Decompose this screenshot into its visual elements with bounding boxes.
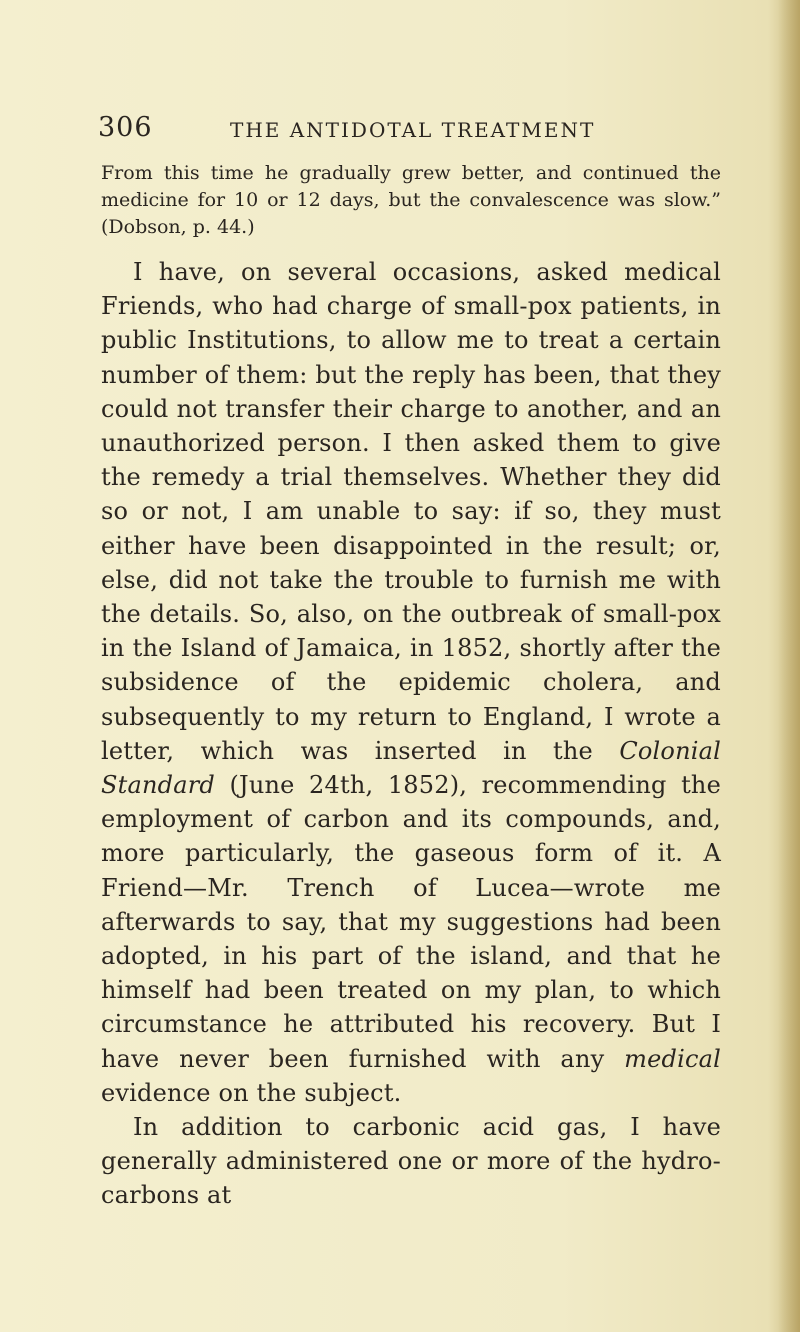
- page-edge-shadow: [778, 0, 800, 1332]
- paragraph-1-text-a: I have, on several occasions, asked medical Friends, who had charge of small-pox patients, in public Institutions, to allow me to treat a certain number of them: but the reply has been, that they could not transfer their charge to another, and an unauthorized person. I then asked them to give the remedy a trial themselves. Whether they did so or not, I am unable to say: if so, they must either have been disappointed in the result; or, else, did not take the trouble to furnish me with the details. So, also, on the outbreak of small-pox in the Island of Jamaica, in 1852, shortly after the subsidence of the epidemic cholera, and subsequently to my return to England, I wrote a letter, which was inserted in the: [101, 258, 721, 765]
- paragraph-2: In addition to carbonic acid gas, I have generally administered one or more of the hydro-carbons at: [101, 1113, 721, 1210]
- quoted-passage: From this time he gradually grew better, and continued the medicine for 10 or 12 days, but the convalescence was slow.” (Dobson, p. 44.): [101, 162, 721, 238]
- running-title: THE ANTIDOTAL TREATMENT: [230, 118, 596, 142]
- paragraph-1-text-b: (June 24th, 1852), recommending the employment of carbon and its compounds, and, more particularly, the gaseous form of it. A Friend—Mr. Trench of Lucea—wrote me afterwards to say, that my suggestions had been adopted, in his part of the island, and that he himself had been treated on my plan, to which circumstance he attributed his recovery. But I have never been furnished with any: [101, 771, 721, 1073]
- newspaper-title: Colonial Standard: [101, 736, 721, 800]
- paragraph-1: [101, 255, 721, 1110]
- italic-medical: medical: [624, 1044, 721, 1073]
- paragraph-1-text-c: evidence on the subject.: [101, 1078, 402, 1107]
- page-number: 306: [98, 112, 153, 143]
- body-text: [101, 255, 721, 1213]
- running-head: [98, 112, 718, 148]
